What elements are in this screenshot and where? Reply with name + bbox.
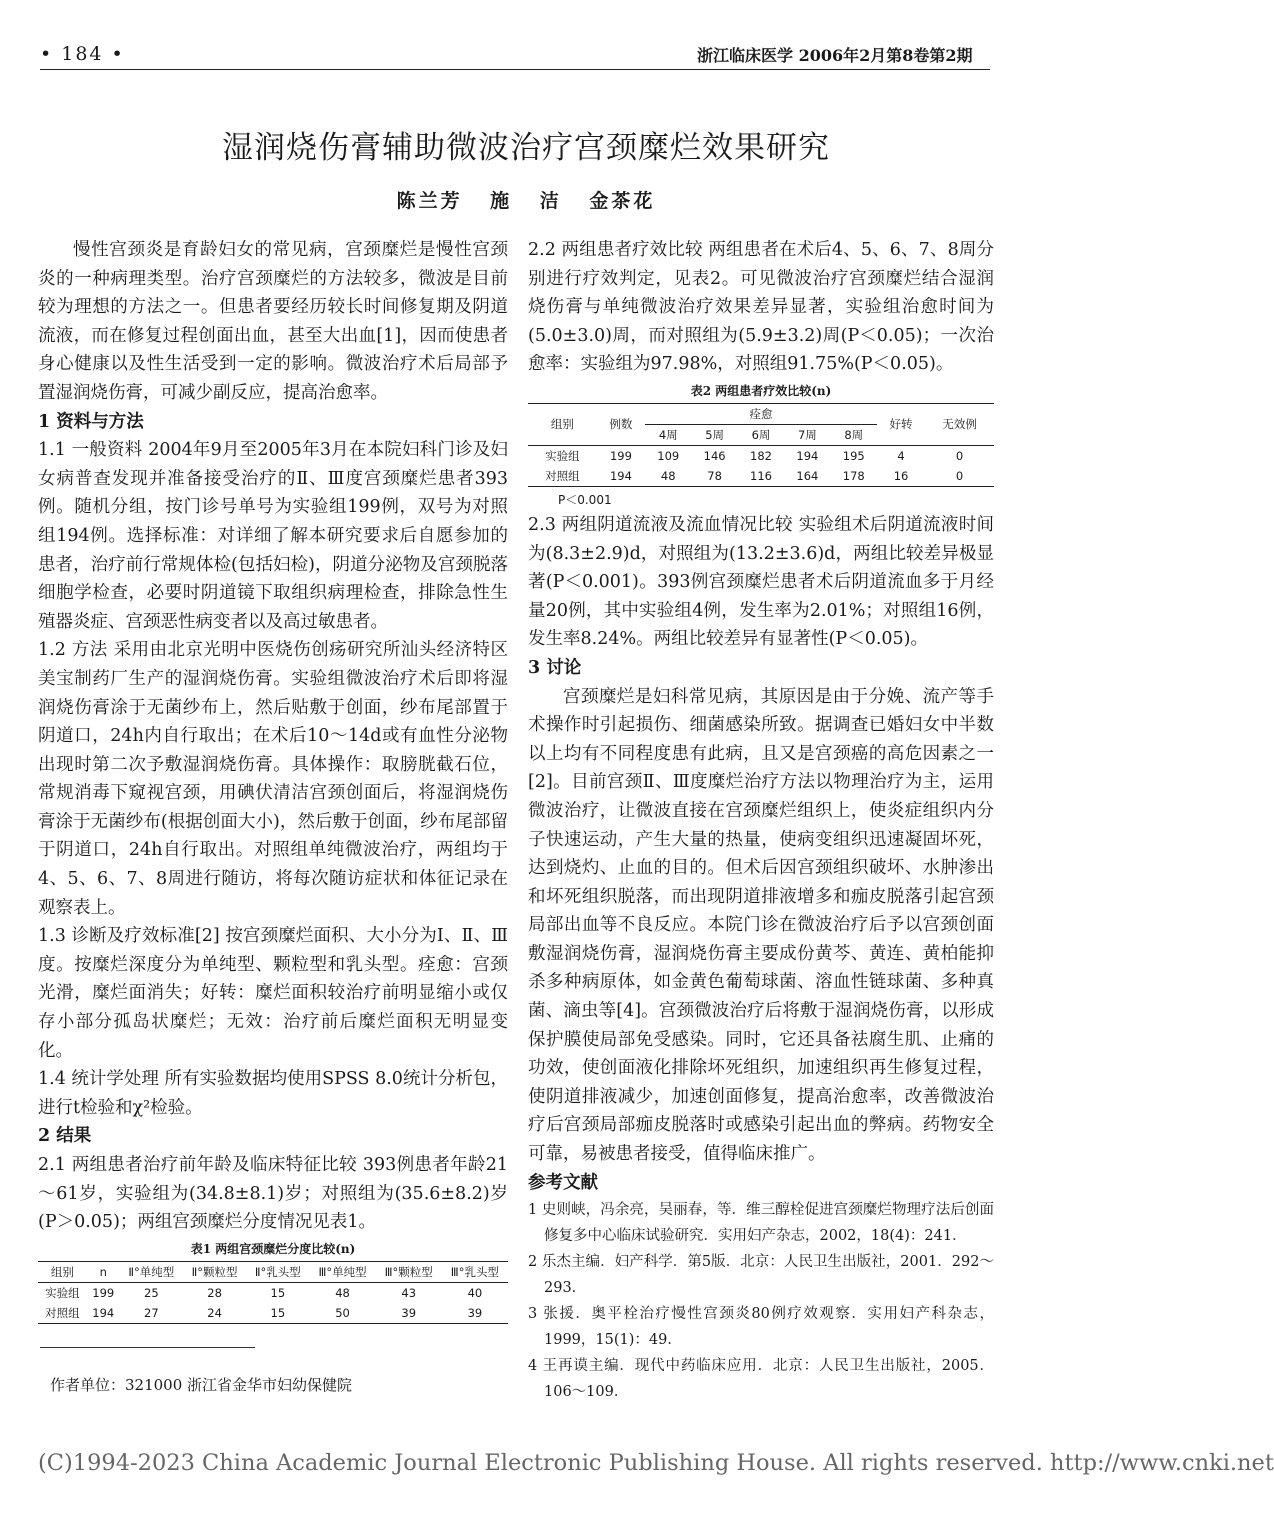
table-cell: 对照组 xyxy=(45,1305,80,1320)
table-cell: 182 xyxy=(750,448,772,463)
table-cell: 24 xyxy=(207,1305,222,1320)
table-cell: 199 xyxy=(92,1285,115,1300)
reference-item: 1 史则峡，冯余亮，吴丽春，等．维三醇栓促进宫颈糜烂物理疗法后创面修复多中心临床试验研究．实用妇产杂志，2002，18(4)：241． xyxy=(528,1202,994,1245)
reference-item: 3 张援．奥平栓治疗慢性宫颈炎80例疗效观察．实用妇产科杂志，1999，15(1)：49． xyxy=(528,1306,994,1349)
copyright-watermark: (C)1994-2023 China Academic Journal Electronic Publishing House. All rights reserved. http://www.cnki.net xyxy=(38,1450,1274,1476)
section-2-3-heading: 2.3 两组阴道流液及流血情况比较 xyxy=(528,514,793,535)
table-cell: 对照组 xyxy=(545,468,580,483)
section-1-1 xyxy=(38,436,508,636)
table-row xyxy=(38,1282,508,1303)
table-cell: 实验组 xyxy=(545,448,580,463)
footnote-rule xyxy=(40,1347,255,1348)
table-2-week-header: 8周 xyxy=(844,427,864,442)
table-2-header-row xyxy=(528,403,994,424)
table-2-week-header: 5周 xyxy=(705,427,725,442)
table-cell: 16 xyxy=(893,468,909,483)
section-2-1 xyxy=(38,1151,508,1237)
section-1-4-heading: 1.4 统计学处理 xyxy=(38,1069,159,1090)
section-2-3-text: 实验组术后阴道流液时间为(8.3±2.9)d，对照组为(13.2±3.6)d，两组比较差异极显著(P＜0.001)。393例宫颈糜烂患者术后阴道流血多于月经量20例，其中实验组4例，发生率为2.01%；对照组16例，发生率8.24%。两组比较差异有显著性(P＜0.05)。 xyxy=(528,514,994,650)
section-2-2 xyxy=(528,236,994,379)
discussion-paragraph: 宫颈糜烂是妇科常见病，其原因是由于分娩、流产等手术操作时引起损伤、细菌感染所致。据调查已婚妇女中半数以上均有不同程度患有此病，且又是宫颈癌的高危因素之一[2]。目前宫颈Ⅱ、Ⅲ度糜烂治疗方法以物理治疗为主，运用微波治疗，让微波直接在宫颈糜烂组织上，使炎症组织内分子快速运动，产生大量的热量，使病变组织迅速凝固坏死，达到烧灼、止血的目的。但术后因宫颈组织破坏、水肿渗出和坏死组织脱落，而出现阴道排液增多和痂皮脱落引起宫颈局部出血等不良反应。本院门诊在微波治疗后予以宫颈创面敷湿润烧伤膏，湿润烧伤膏主要成份黄芩、黄连、黄柏能抑杀多种病原体，如金黄色葡萄球菌、溶血性链球菌、多种真菌、滴虫等[4]。宫颈微波治疗后将敷于湿润烧伤膏，以形成保护膜使局部免受感染。同时，它还具备祛腐生肌、止痛的功效，使创面液化排除坏死组织，加速组织再生修复过程，使阴道排液减少，加速创面修复，提高治愈率，改善微波治疗后宫颈局部痂皮脱落时或感染引起出血的弊病。药物安全可靠，易被患者接受，值得临床推广。 xyxy=(528,686,994,1165)
table-cell: 39 xyxy=(467,1305,483,1320)
article-authors: 陈兰芳 施 洁 金茶花 xyxy=(396,190,656,212)
table-cell: 116 xyxy=(750,468,772,483)
table-1-caption: 表1 两组宫颈糜烂分度比较(n) xyxy=(190,1241,356,1256)
table-cell: 15 xyxy=(270,1285,286,1300)
table-2-week-header: 4周 xyxy=(658,427,678,442)
section-2-2-heading: 2.2 两组患者疗效比较 xyxy=(528,240,703,260)
reference-item: 4 王再谟主编．现代中药临床应用．北京：人民卫生出版社，2005．106～109． xyxy=(528,1358,994,1401)
section-1-3 xyxy=(38,922,508,1065)
table-cell: 40 xyxy=(467,1285,483,1300)
table-2-header: 例数 xyxy=(597,403,645,445)
header-rule xyxy=(40,69,990,70)
table-cell: 0 xyxy=(955,448,964,463)
references-heading: 参考文献 xyxy=(528,1172,598,1193)
table-cell: 50 xyxy=(335,1305,350,1320)
table-cell: 15 xyxy=(270,1305,286,1320)
table-2-caption: 表2 两组患者疗效比较(n) xyxy=(690,383,832,398)
table-1-header: Ⅲ°颗粒型 xyxy=(384,1264,433,1279)
section-1-2 xyxy=(38,636,508,922)
table-1-header: Ⅱ°单纯型 xyxy=(128,1264,175,1279)
table-row xyxy=(528,445,994,466)
table-2-week-header: 6周 xyxy=(751,427,771,442)
table-cell: 194 xyxy=(609,468,632,483)
author-affiliation: 作者单位：321000 浙江省金华市妇幼保健院 xyxy=(50,1376,353,1394)
article-title: 湿润烧伤膏辅助微波治疗宫颈糜烂效果研究 xyxy=(222,130,830,166)
table-1-header: Ⅲ°单纯型 xyxy=(318,1264,367,1279)
table-cell: 78 xyxy=(707,468,722,483)
table-cell: 48 xyxy=(335,1285,350,1300)
intro-paragraph: 慢性宫颈炎是育龄妇女的常见病，宫颈糜烂是慢性宫颈炎的一种病理类型。治疗宫颈糜烂的方法较多，微波是目前较为理想的方法之一。但患者要经历较长时间修复期及阴道流液，而在修复过程创面出血，甚至大出血[1]，因而使患者身心健康以及性生活受到一定的影响。微波治疗术后局部予置湿润烧伤膏，可减少副反应，提高治愈率。 xyxy=(38,240,508,403)
table-cell: 194 xyxy=(796,448,819,463)
left-column xyxy=(38,236,508,1324)
table-2-note: P＜0.001 xyxy=(558,492,612,507)
section-1-2-text: 采用由北京光明中医烧伤创疡研究所汕头经济特区美宝制药厂生产的湿润烧伤膏。实验组微波治疗术后即将湿润烧伤膏涂于无菌纱布上，然后贴敷于创面，纱布尾部置于阴道口，24h内自行取出；在术后10～14d或有血性分泌物出现时第二次予敷湿润烧伤膏。具体操作：取膀胱截石位，常规消毒下窥视宫颈，用碘伏清洁宫颈创面后，将湿润烧伤膏涂于无菌纱布(根据创面大小)，然后敷于创面，纱布尾部留于阴道口，24h自行取出。对照组单纯微波治疗，两组均于4、5、6、7、8周进行随访，将每次随访症状和体征记录在观察表上。 xyxy=(38,640,508,918)
table-2-header: 无效例 xyxy=(925,403,994,445)
table-2 xyxy=(528,403,994,487)
table-cell: 27 xyxy=(144,1305,159,1320)
table-cell: 194 xyxy=(92,1305,115,1320)
section-1-3-heading: 1.3 诊断及疗效标准[2] xyxy=(38,926,220,947)
table-2-header: 好转 xyxy=(877,403,925,445)
table-cell: 146 xyxy=(703,448,726,463)
table-2-week-header: 7周 xyxy=(797,427,817,442)
table-2-header: 痊愈 xyxy=(645,403,877,424)
table-cell: 199 xyxy=(609,448,632,463)
section-1-2-heading: 1.2 方法 xyxy=(38,640,108,661)
table-2-header: 组别 xyxy=(528,403,597,445)
table-cell: 4 xyxy=(897,448,905,463)
section-1-4-text: 所有实验数据均使用SPSS 8.0统计分析包，进行t检验和χ²检验。 xyxy=(38,1069,508,1118)
reference-item: 2 乐杰主编．妇产科学．第5版．北京：人民卫生出版社，2001．292～293． xyxy=(528,1254,994,1297)
table-1 xyxy=(38,1261,508,1324)
table-cell: 实验组 xyxy=(45,1285,80,1300)
table-cell: 48 xyxy=(660,468,676,483)
section-2-heading: 2 结果 xyxy=(38,1126,92,1147)
section-1-1-heading: 1.1 一般资料 xyxy=(38,440,143,461)
right-column xyxy=(528,236,994,1405)
journal-header: 浙江临床医学 2006年2月第8卷第2期 xyxy=(697,46,973,65)
section-2-1-text: 393例患者年龄21～61岁，实验组为(34.8±8.1)岁；对照组为(35.6±8.2)岁(P＞0.05)；两组宫颈糜烂分度情况见表1。 xyxy=(38,1155,508,1233)
table-cell: 43 xyxy=(401,1285,417,1300)
section-2-2-text: 两组患者在术后4、5、6、7、8周分别进行疗效判定，见表2。可见微波治疗宫颈糜烂结合湿润烧伤膏与单纯微波治疗效果差异显著，实验组治愈时间为(5.0±3.0)周，而对照组为(5.9±3.2)周(P＜0.05)；一次治愈率：实验组为97.98%，对照组91.75%(P＜0.05)。 xyxy=(528,240,994,375)
page-number: • 184 • xyxy=(40,43,125,65)
section-2-3 xyxy=(528,511,994,654)
table-row xyxy=(38,1303,508,1324)
section-1-heading: 1 资料与方法 xyxy=(38,411,144,432)
section-1-3-text: 按宫颈糜烂面积、大小分为Ⅰ、Ⅱ、Ⅲ度。按糜烂深度分为单纯型、颗粒型和乳头型。痊愈：宫颈光滑，糜烂面消失；好转：糜烂面积较治疗前明显缩小或仅存小部分孤岛状糜烂；无效：治疗前后糜烂面积无明显变化。 xyxy=(38,926,508,1061)
table-1-header: n xyxy=(99,1264,107,1279)
table-1-header: Ⅲ°乳头型 xyxy=(450,1264,499,1279)
table-1-header-row xyxy=(38,1261,508,1282)
section-2-1-heading: 2.1 两组患者治疗前年龄及临床特征比较 xyxy=(38,1155,357,1175)
section-3-heading: 3 讨论 xyxy=(528,657,582,678)
table-cell: 109 xyxy=(657,448,680,463)
section-1-4 xyxy=(38,1065,508,1122)
table-cell: 28 xyxy=(207,1285,222,1300)
table-cell: 25 xyxy=(144,1285,159,1300)
table-cell: 195 xyxy=(842,448,865,463)
table-cell: 164 xyxy=(796,468,819,483)
table-cell: 39 xyxy=(401,1305,417,1320)
table-row xyxy=(528,466,994,487)
table-1-header: Ⅱ°颗粒型 xyxy=(191,1264,238,1279)
table-cell: 0 xyxy=(955,468,964,483)
table-1-header: 组别 xyxy=(50,1264,74,1279)
table-cell: 178 xyxy=(842,468,865,483)
table-1-header: Ⅱ°乳头型 xyxy=(254,1264,301,1279)
section-1-1-text: 2004年9月至2005年3月在本院妇科门诊及妇女病普查发现并准备接受治疗的Ⅱ、Ⅲ度宫颈糜烂患者393例。随机分组，按门诊号单号为实验组199例，双号为对照组194例。选择标准：对详细了解本研究要求后自愿参加的患者，治疗前行常规体检(包括妇检)，阴道分泌物及宫颈脱落细胞学检查，必要时阴道镜下取组织病理检查，排除急性生殖器炎症、宫颈恶性病变者以及高过敏患者。 xyxy=(38,440,508,632)
